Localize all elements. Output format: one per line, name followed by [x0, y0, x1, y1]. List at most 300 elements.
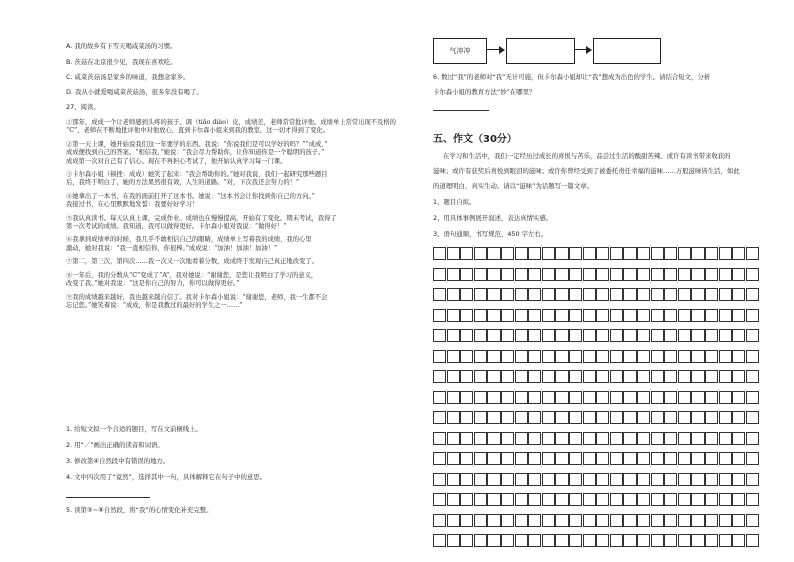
- grid-cell[interactable]: [528, 288, 541, 301]
- grid-cell[interactable]: [623, 370, 636, 383]
- grid-cell[interactable]: [719, 514, 732, 527]
- grid-cell[interactable]: [515, 370, 528, 383]
- grid-cell[interactable]: [528, 391, 541, 404]
- grid-cell[interactable]: [487, 268, 500, 281]
- grid-cell[interactable]: [732, 268, 745, 281]
- grid-cell[interactable]: [583, 288, 596, 301]
- grid-cell[interactable]: [555, 309, 568, 322]
- grid-cell[interactable]: [569, 534, 582, 547]
- grid-cell[interactable]: [583, 493, 596, 506]
- grid-cell[interactable]: [732, 329, 745, 342]
- grid-cell[interactable]: [460, 288, 473, 301]
- grid-cell[interactable]: [447, 268, 460, 281]
- grid-cell[interactable]: [555, 432, 568, 445]
- grid-cell[interactable]: [542, 268, 555, 281]
- grid-cell[interactable]: [569, 473, 582, 486]
- grid-cell[interactable]: [583, 370, 596, 383]
- grid-cell[interactable]: [583, 391, 596, 404]
- grid-cell[interactable]: [678, 514, 691, 527]
- grid-cell[interactable]: [746, 411, 759, 424]
- grid-cell[interactable]: [705, 268, 718, 281]
- grid-cell[interactable]: [460, 411, 473, 424]
- grid-cell[interactable]: [705, 309, 718, 322]
- grid-cell[interactable]: [732, 247, 745, 260]
- grid-cell[interactable]: [732, 534, 745, 547]
- grid-cell[interactable]: [515, 350, 528, 363]
- grid-cell[interactable]: [664, 493, 677, 506]
- grid-cell[interactable]: [678, 391, 691, 404]
- grid-cell[interactable]: [610, 247, 623, 260]
- grid-cell[interactable]: [542, 452, 555, 465]
- grid-cell[interactable]: [501, 288, 514, 301]
- grid-cell[interactable]: [542, 473, 555, 486]
- grid-cell[interactable]: [583, 452, 596, 465]
- grid-cell[interactable]: [623, 473, 636, 486]
- grid-cell[interactable]: [474, 309, 487, 322]
- grid-cell[interactable]: [555, 268, 568, 281]
- grid-cell[interactable]: [447, 514, 460, 527]
- grid-cell[interactable]: [487, 288, 500, 301]
- grid-cell[interactable]: [460, 452, 473, 465]
- grid-cell[interactable]: [474, 268, 487, 281]
- grid-cell[interactable]: [433, 493, 446, 506]
- grid-cell[interactable]: [515, 432, 528, 445]
- grid-cell[interactable]: [501, 247, 514, 260]
- grid-cell[interactable]: [705, 514, 718, 527]
- grid-cell[interactable]: [596, 268, 609, 281]
- grid-cell[interactable]: [732, 452, 745, 465]
- grid-cell[interactable]: [610, 473, 623, 486]
- grid-cell[interactable]: [596, 493, 609, 506]
- grid-cell[interactable]: [637, 534, 650, 547]
- grid-cell[interactable]: [651, 411, 664, 424]
- grid-cell[interactable]: [691, 247, 704, 260]
- grid-cell[interactable]: [460, 391, 473, 404]
- grid-cell[interactable]: [528, 370, 541, 383]
- grid-cell[interactable]: [678, 473, 691, 486]
- grid-cell[interactable]: [732, 432, 745, 445]
- grid-cell[interactable]: [637, 391, 650, 404]
- grid-cell[interactable]: [433, 534, 446, 547]
- grid-cell[interactable]: [637, 288, 650, 301]
- grid-cell[interactable]: [637, 247, 650, 260]
- grid-cell[interactable]: [691, 411, 704, 424]
- grid-cell[interactable]: [515, 268, 528, 281]
- grid-cell[interactable]: [474, 247, 487, 260]
- grid-cell[interactable]: [719, 329, 732, 342]
- grid-cell[interactable]: [515, 288, 528, 301]
- grid-cell[interactable]: [705, 370, 718, 383]
- grid-cell[interactable]: [569, 329, 582, 342]
- grid-cell[interactable]: [542, 247, 555, 260]
- grid-cell[interactable]: [515, 493, 528, 506]
- grid-cell[interactable]: [651, 391, 664, 404]
- grid-cell[interactable]: [651, 309, 664, 322]
- grid-cell[interactable]: [732, 288, 745, 301]
- grid-cell[interactable]: [651, 534, 664, 547]
- grid-cell[interactable]: [719, 391, 732, 404]
- grid-cell[interactable]: [474, 288, 487, 301]
- grid-cell[interactable]: [637, 309, 650, 322]
- grid-cell[interactable]: [719, 432, 732, 445]
- grid-cell[interactable]: [746, 514, 759, 527]
- grid-cell[interactable]: [542, 432, 555, 445]
- grid-cell[interactable]: [528, 452, 541, 465]
- grid-cell[interactable]: [664, 534, 677, 547]
- grid-cell[interactable]: [691, 329, 704, 342]
- grid-cell[interactable]: [664, 452, 677, 465]
- grid-cell[interactable]: [705, 247, 718, 260]
- grid-cell[interactable]: [732, 370, 745, 383]
- grid-cell[interactable]: [719, 473, 732, 486]
- grid-cell[interactable]: [487, 411, 500, 424]
- grid-cell[interactable]: [460, 329, 473, 342]
- grid-cell[interactable]: [569, 370, 582, 383]
- grid-cell[interactable]: [515, 452, 528, 465]
- grid-cell[interactable]: [447, 391, 460, 404]
- grid-cell[interactable]: [583, 268, 596, 281]
- grid-cell[interactable]: [528, 534, 541, 547]
- grid-cell[interactable]: [569, 391, 582, 404]
- grid-cell[interactable]: [746, 493, 759, 506]
- grid-cell[interactable]: [487, 247, 500, 260]
- grid-cell[interactable]: [569, 411, 582, 424]
- grid-cell[interactable]: [678, 432, 691, 445]
- grid-cell[interactable]: [637, 350, 650, 363]
- grid-cell[interactable]: [705, 288, 718, 301]
- grid-cell[interactable]: [623, 329, 636, 342]
- grid-cell[interactable]: [678, 534, 691, 547]
- grid-cell[interactable]: [705, 329, 718, 342]
- grid-cell[interactable]: [746, 288, 759, 301]
- grid-cell[interactable]: [664, 350, 677, 363]
- grid-cell[interactable]: [664, 473, 677, 486]
- grid-cell[interactable]: [705, 432, 718, 445]
- grid-cell[interactable]: [501, 370, 514, 383]
- grid-cell[interactable]: [447, 350, 460, 363]
- grid-cell[interactable]: [732, 473, 745, 486]
- grid-cell[interactable]: [691, 493, 704, 506]
- grid-cell[interactable]: [664, 247, 677, 260]
- grid-cell[interactable]: [433, 329, 446, 342]
- grid-cell[interactable]: [542, 514, 555, 527]
- grid-cell[interactable]: [596, 452, 609, 465]
- grid-cell[interactable]: [433, 473, 446, 486]
- grid-cell[interactable]: [542, 350, 555, 363]
- grid-cell[interactable]: [719, 288, 732, 301]
- grid-cell[interactable]: [746, 309, 759, 322]
- grid-cell[interactable]: [447, 370, 460, 383]
- grid-cell[interactable]: [583, 309, 596, 322]
- grid-cell[interactable]: [447, 329, 460, 342]
- grid-cell[interactable]: [501, 452, 514, 465]
- grid-cell[interactable]: [651, 493, 664, 506]
- grid-cell[interactable]: [487, 391, 500, 404]
- grid-cell[interactable]: [678, 350, 691, 363]
- grid-cell[interactable]: [691, 268, 704, 281]
- grid-cell[interactable]: [746, 452, 759, 465]
- grid-cell[interactable]: [583, 350, 596, 363]
- grid-cell[interactable]: [515, 473, 528, 486]
- grid-cell[interactable]: [528, 247, 541, 260]
- grid-cell[interactable]: [460, 514, 473, 527]
- grid-cell[interactable]: [651, 350, 664, 363]
- grid-cell[interactable]: [501, 309, 514, 322]
- grid-cell[interactable]: [719, 370, 732, 383]
- grid-cell[interactable]: [515, 247, 528, 260]
- grid-cell[interactable]: [487, 452, 500, 465]
- grid-cell[interactable]: [542, 493, 555, 506]
- grid-cell[interactable]: [732, 309, 745, 322]
- grid-cell[interactable]: [678, 329, 691, 342]
- grid-cell[interactable]: [515, 391, 528, 404]
- grid-cell[interactable]: [447, 473, 460, 486]
- grid-cell[interactable]: [623, 411, 636, 424]
- grid-cell[interactable]: [732, 350, 745, 363]
- grid-cell[interactable]: [555, 411, 568, 424]
- grid-cell[interactable]: [691, 391, 704, 404]
- grid-cell[interactable]: [623, 493, 636, 506]
- grid-cell[interactable]: [501, 473, 514, 486]
- grid-cell[interactable]: [691, 309, 704, 322]
- grid-cell[interactable]: [732, 391, 745, 404]
- grid-cell[interactable]: [583, 432, 596, 445]
- grid-cell[interactable]: [637, 411, 650, 424]
- grid-cell[interactable]: [719, 247, 732, 260]
- grid-cell[interactable]: [651, 268, 664, 281]
- grid-cell[interactable]: [433, 432, 446, 445]
- grid-cell[interactable]: [555, 452, 568, 465]
- grid-cell[interactable]: [637, 329, 650, 342]
- grid-cell[interactable]: [528, 493, 541, 506]
- grid-cell[interactable]: [596, 514, 609, 527]
- grid-cell[interactable]: [651, 288, 664, 301]
- grid-cell[interactable]: [460, 247, 473, 260]
- grid-cell[interactable]: [691, 370, 704, 383]
- grid-cell[interactable]: [610, 370, 623, 383]
- grid-cell[interactable]: [596, 534, 609, 547]
- grid-cell[interactable]: [610, 329, 623, 342]
- grid-cell[interactable]: [515, 514, 528, 527]
- grid-cell[interactable]: [705, 411, 718, 424]
- grid-cell[interactable]: [433, 247, 446, 260]
- grid-cell[interactable]: [705, 350, 718, 363]
- grid-cell[interactable]: [487, 493, 500, 506]
- grid-cell[interactable]: [732, 493, 745, 506]
- grid-cell[interactable]: [447, 288, 460, 301]
- grid-cell[interactable]: [433, 309, 446, 322]
- grid-cell[interactable]: [501, 391, 514, 404]
- grid-cell[interactable]: [678, 493, 691, 506]
- grid-cell[interactable]: [569, 452, 582, 465]
- grid-cell[interactable]: [474, 329, 487, 342]
- grid-cell[interactable]: [447, 432, 460, 445]
- grid-cell[interactable]: [610, 534, 623, 547]
- grid-cell[interactable]: [433, 411, 446, 424]
- grid-cell[interactable]: [623, 452, 636, 465]
- grid-cell[interactable]: [583, 473, 596, 486]
- grid-cell[interactable]: [623, 350, 636, 363]
- grid-cell[interactable]: [501, 514, 514, 527]
- grid-cell[interactable]: [487, 370, 500, 383]
- grid-cell[interactable]: [569, 350, 582, 363]
- grid-cell[interactable]: [651, 247, 664, 260]
- grid-cell[interactable]: [501, 432, 514, 445]
- grid-cell[interactable]: [474, 350, 487, 363]
- grid-cell[interactable]: [460, 493, 473, 506]
- grid-cell[interactable]: [555, 493, 568, 506]
- grid-cell[interactable]: [433, 288, 446, 301]
- grid-cell[interactable]: [542, 534, 555, 547]
- grid-cell[interactable]: [555, 247, 568, 260]
- grid-cell[interactable]: [637, 268, 650, 281]
- grid-cell[interactable]: [528, 411, 541, 424]
- grid-cell[interactable]: [474, 534, 487, 547]
- grid-cell[interactable]: [664, 288, 677, 301]
- grid-cell[interactable]: [664, 329, 677, 342]
- grid-cell[interactable]: [705, 534, 718, 547]
- grid-cell[interactable]: [651, 514, 664, 527]
- grid-cell[interactable]: [596, 432, 609, 445]
- grid-cell[interactable]: [447, 534, 460, 547]
- grid-cell[interactable]: [623, 432, 636, 445]
- grid-cell[interactable]: [664, 391, 677, 404]
- grid-cell[interactable]: [596, 391, 609, 404]
- grid-cell[interactable]: [610, 350, 623, 363]
- grid-cell[interactable]: [651, 473, 664, 486]
- grid-cell[interactable]: [515, 411, 528, 424]
- grid-cell[interactable]: [569, 268, 582, 281]
- grid-cell[interactable]: [664, 514, 677, 527]
- grid-cell[interactable]: [651, 329, 664, 342]
- grid-cell[interactable]: [528, 432, 541, 445]
- grid-cell[interactable]: [732, 411, 745, 424]
- grid-cell[interactable]: [528, 350, 541, 363]
- grid-cell[interactable]: [623, 534, 636, 547]
- grid-cell[interactable]: [474, 411, 487, 424]
- grid-cell[interactable]: [555, 288, 568, 301]
- grid-cell[interactable]: [487, 514, 500, 527]
- grid-cell[interactable]: [460, 473, 473, 486]
- grid-cell[interactable]: [460, 534, 473, 547]
- grid-cell[interactable]: [746, 247, 759, 260]
- grid-cell[interactable]: [623, 309, 636, 322]
- grid-cell[interactable]: [637, 514, 650, 527]
- grid-cell[interactable]: [433, 370, 446, 383]
- grid-cell[interactable]: [746, 473, 759, 486]
- grid-cell[interactable]: [447, 493, 460, 506]
- grid-cell[interactable]: [705, 493, 718, 506]
- grid-cell[interactable]: [487, 534, 500, 547]
- grid-cell[interactable]: [610, 391, 623, 404]
- grid-cell[interactable]: [487, 473, 500, 486]
- grid-cell[interactable]: [610, 514, 623, 527]
- grid-cell[interactable]: [474, 514, 487, 527]
- grid-cell[interactable]: [610, 452, 623, 465]
- grid-cell[interactable]: [746, 329, 759, 342]
- grid-cell[interactable]: [637, 473, 650, 486]
- grid-cell[interactable]: [705, 473, 718, 486]
- grid-cell[interactable]: [623, 268, 636, 281]
- grid-cell[interactable]: [555, 329, 568, 342]
- grid-cell[interactable]: [664, 411, 677, 424]
- grid-cell[interactable]: [691, 288, 704, 301]
- grid-cell[interactable]: [623, 514, 636, 527]
- grid-cell[interactable]: [678, 288, 691, 301]
- grid-cell[interactable]: [555, 514, 568, 527]
- grid-cell[interactable]: [474, 432, 487, 445]
- grid-cell[interactable]: [746, 370, 759, 383]
- grid-cell[interactable]: [583, 247, 596, 260]
- grid-cell[interactable]: [474, 370, 487, 383]
- grid-cell[interactable]: [555, 473, 568, 486]
- grid-cell[interactable]: [474, 473, 487, 486]
- grid-cell[interactable]: [542, 411, 555, 424]
- grid-cell[interactable]: [705, 452, 718, 465]
- grid-cell[interactable]: [610, 268, 623, 281]
- grid-cell[interactable]: [746, 432, 759, 445]
- grid-cell[interactable]: [542, 391, 555, 404]
- grid-cell[interactable]: [474, 493, 487, 506]
- grid-cell[interactable]: [719, 452, 732, 465]
- grid-cell[interactable]: [678, 370, 691, 383]
- grid-cell[interactable]: [528, 309, 541, 322]
- grid-cell[interactable]: [460, 268, 473, 281]
- grid-cell[interactable]: [447, 452, 460, 465]
- grid-cell[interactable]: [664, 370, 677, 383]
- grid-cell[interactable]: [555, 391, 568, 404]
- grid-cell[interactable]: [460, 309, 473, 322]
- grid-cell[interactable]: [542, 329, 555, 342]
- grid-cell[interactable]: [447, 309, 460, 322]
- grid-cell[interactable]: [610, 309, 623, 322]
- grid-cell[interactable]: [691, 514, 704, 527]
- grid-cell[interactable]: [623, 391, 636, 404]
- grid-cell[interactable]: [569, 247, 582, 260]
- grid-cell[interactable]: [528, 514, 541, 527]
- grid-cell[interactable]: [447, 411, 460, 424]
- grid-cell[interactable]: [583, 534, 596, 547]
- grid-cell[interactable]: [623, 247, 636, 260]
- grid-cell[interactable]: [637, 493, 650, 506]
- grid-cell[interactable]: [651, 432, 664, 445]
- grid-cell[interactable]: [501, 268, 514, 281]
- grid-cell[interactable]: [583, 411, 596, 424]
- grid-cell[interactable]: [746, 391, 759, 404]
- grid-cell[interactable]: [583, 514, 596, 527]
- grid-cell[interactable]: [705, 391, 718, 404]
- grid-cell[interactable]: [637, 370, 650, 383]
- grid-cell[interactable]: [569, 432, 582, 445]
- grid-cell[interactable]: [542, 309, 555, 322]
- grid-cell[interactable]: [596, 288, 609, 301]
- grid-cell[interactable]: [610, 411, 623, 424]
- grid-cell[interactable]: [555, 370, 568, 383]
- grid-cell[interactable]: [596, 370, 609, 383]
- grid-cell[interactable]: [433, 391, 446, 404]
- grid-cell[interactable]: [487, 329, 500, 342]
- grid-cell[interactable]: [596, 473, 609, 486]
- grid-cell[interactable]: [515, 309, 528, 322]
- grid-cell[interactable]: [637, 452, 650, 465]
- grid-cell[interactable]: [555, 534, 568, 547]
- grid-cell[interactable]: [487, 432, 500, 445]
- grid-cell[interactable]: [746, 534, 759, 547]
- grid-cell[interactable]: [501, 350, 514, 363]
- grid-cell[interactable]: [719, 350, 732, 363]
- grid-cell[interactable]: [447, 247, 460, 260]
- grid-cell[interactable]: [474, 391, 487, 404]
